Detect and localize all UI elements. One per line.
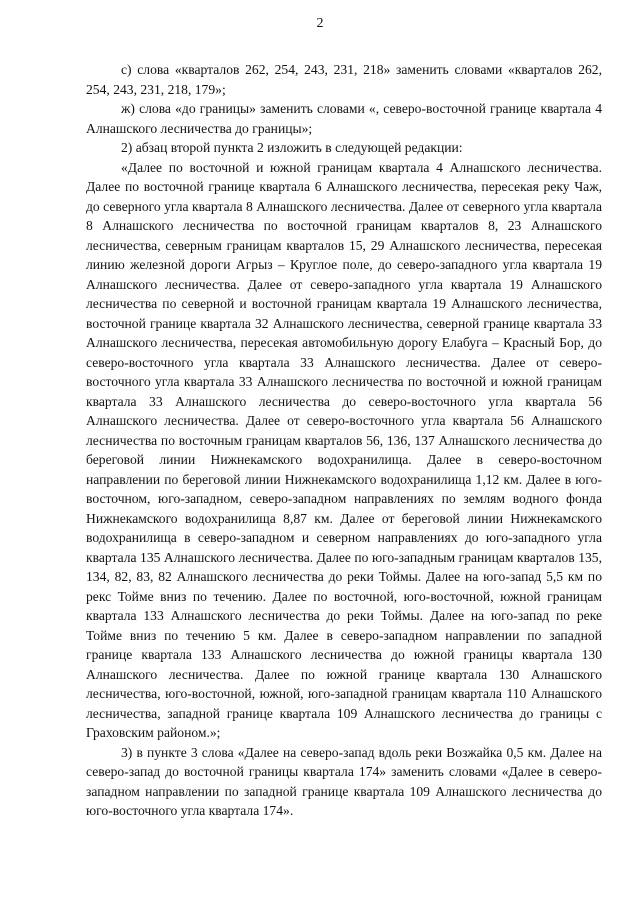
paragraph-item-2: 2) абзац второй пункта 2 изложить в следующей редакции: bbox=[121, 140, 463, 155]
document-body bbox=[86, 60, 602, 821]
paragraph-item-zh: ж) слова «до границы» заменить словами «, северо-восточной границе квартала 4 Алнашского лесничества до границы»; bbox=[86, 101, 602, 136]
paragraph-item-3: 3) в пункте 3 слова «Далее на северо-запад вдоль реки Возжайка 0,5 км. Далее на северо-запад до восточной границы квартала 174» заменить словами «Далее в северо-западном направлении по западной границе квартала 109 Алнашского лесничества до юго-восточного угла квартала 174». bbox=[86, 744, 602, 818]
page-number: 2 bbox=[316, 16, 324, 31]
paragraph-new-wording: «Далее по восточной и южной границам квартала 4 Алнашского лесничества. Далее по восточной границе квартала 6 Алнашского лесничества, пересекая реку Чаж, до северного угла квартала 8 Алнашского лесничества. Далее от северного угла квартала 8 Алнашского лесничества по восточной границам кварталов 8, 23 Алнашского лесничества, северным границам кварталов 15, 29 Алнашского лесничества, пересекая линию железной дороги Агрыз – Круглое поле, до северо-западного угла квартала 19 Алнашского лесничества. Далее от северо-западного угла квартала 19 Алнашского лесничества по северной и восточной границам квартала 19 Алнашского лесничества, восточной границе квартала 32 Алнашского лесничества, северной границе квартала 33 Алнашского лесничества, пересекая автомобильную дорогу Елабуга – Красный Бор, до северо-восточного угла квартала 33 Алнашского лесничества. Далее от северо-восточного угла квартала 33 Алнашского лесничества по восточной и южной границам квартала 33 Алнашского лесничества до северо-восточного угла квартала 56 Алнашского лесничества. Далее от северо-восточного угла квартала 56 Алнашского лесничества по восточным границам кварталов 56, 136, 137 Алнашского лесничества до береговой линии Нижнекамского водохранилища. Далее в северо-восточном направлении по береговой линии Нижнекамского водохранилища 1,12 км. Далее в юго-восточном, юго-западном, северо-западном направлениях по землям водного фонда Нижнекамского водохранилища 8,87 км. Далее от береговой линии Нижнекамского водохранилища в северо-западном и северном направлениях до юго-западного угла квартала 135 Алнашского лесничества. Далее по юго-западным границам кварталов 135, 134, 82, 83, 82 Алнашского лесничества до реки Тоймы. Далее на юго-запад 5,5 км по рекс Тойме вниз по течению. Далее по восточной, юго-восточной, южной границам квартала 133 Алнашского лесничества до реки Тоймы. Далее на юго-запад по реке Тойме вниз по течению 5 км. Далее в северо-западном направлении по западной границе квартала 133 Алнашского лесничества до южной границы квартала 130 Алнашского лесничества. Далее по южной границе квартала 130 Алнашского лесничества, юго-восточной, южной, юго-западной границам квартала 110 Алнашского лесничества, западной границе квартала 109 Алнашского лесничества до границы с Граховским районом.»; bbox=[86, 159, 602, 740]
paragraph-item-s: с) слова «кварталов 262, 254, 243, 231, 218» заменить словами «кварталов 262, 254, 243, 231, 218, 179»; bbox=[86, 62, 602, 97]
